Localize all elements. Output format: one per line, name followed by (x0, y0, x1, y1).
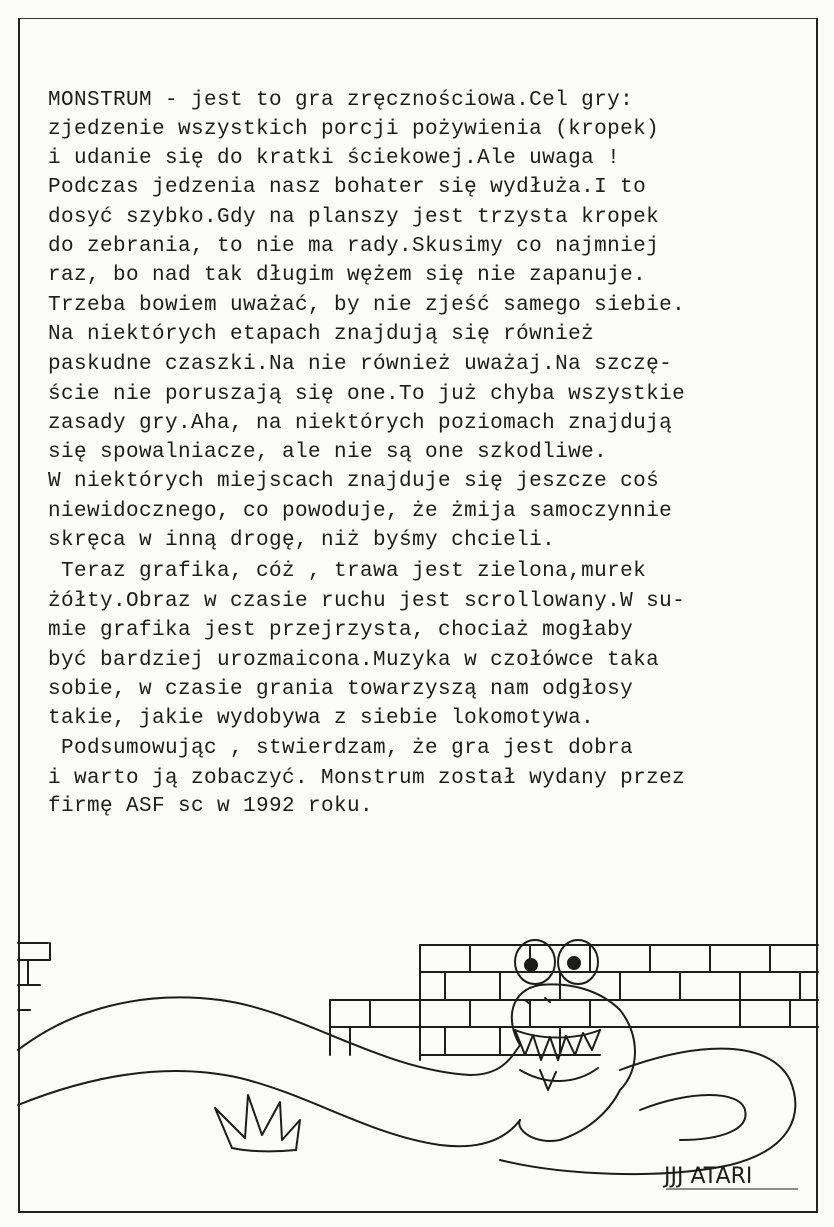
text-line: Teraz grafika, cóż , trawa jest zielona,murek (48, 560, 647, 583)
text-line: skręca w inną drogę, niż byśmy chcieli. (48, 529, 556, 552)
text-line: być bardziej urozmaicona.Muzyka w czołówce taka (48, 649, 660, 672)
text-line: Podczas jedzenia nasz bohater się wydłuża.I to (48, 176, 647, 199)
text-line: do zebrania, to nie ma rady.Skusimy co najmniej (48, 235, 660, 258)
text-line: MONSTRUM - jest to gra zręcznościowa.Cel gry: (48, 89, 634, 112)
text-line: ście nie poruszają się one.To już chyba wszystkie (48, 383, 686, 406)
text-line: W niektórych miejscach znajduje się jeszcze coś (48, 470, 660, 493)
text-line: żółty.Obraz w czasie ruchu jest scrollowany.W su- (48, 590, 686, 613)
text-line: dosyć szybko.Gdy na planszy jest trzysta kropek (48, 206, 660, 229)
text-line: niewidocznego, co powoduje, że żmija samoczynnie (48, 500, 673, 523)
text-line: się spowalniacze, ale nie są one szkodliwe. (48, 441, 608, 464)
text-line: firmę ASF sc w 1992 roku. (48, 795, 374, 818)
text-line: takie, jakie wydobywa z siebie lokomotywa. (48, 707, 595, 730)
text-line: raz, bo nad tak długim wężem się nie zapanuje. (48, 264, 647, 287)
text-line: paskudne czaszki.Na nie również uważaj.Na szczę- (48, 353, 673, 376)
text-line: Podsumowując , stwierdzam, że gra jest dobra (48, 737, 634, 760)
text-line: Trzeba bowiem uważać, by nie zjeść samego siebie. (48, 294, 686, 317)
text-line: zasady gry.Aha, na niektórych poziomach znajdują (48, 412, 673, 435)
text-line: mie grafika jest przejrzysta, chociaż mogłaby (48, 619, 634, 642)
text-line: i udanie się do kratki ściekowej.Ale uwaga ! (48, 147, 621, 170)
text-line: Na niektórych etapach znajdują się również (48, 323, 595, 346)
text-line: sobie, w czasie grania towarzyszą nam odgłosy (48, 678, 634, 701)
signature-text: JJJ ATARI (664, 1164, 753, 1189)
artist-signature (658, 1153, 808, 1193)
text-line: i warto ją zobaczyć. Monstrum został wydany przez (48, 767, 686, 790)
text-line: zjedzenie wszystkich porcji pożywienia (kropek) (48, 118, 660, 141)
